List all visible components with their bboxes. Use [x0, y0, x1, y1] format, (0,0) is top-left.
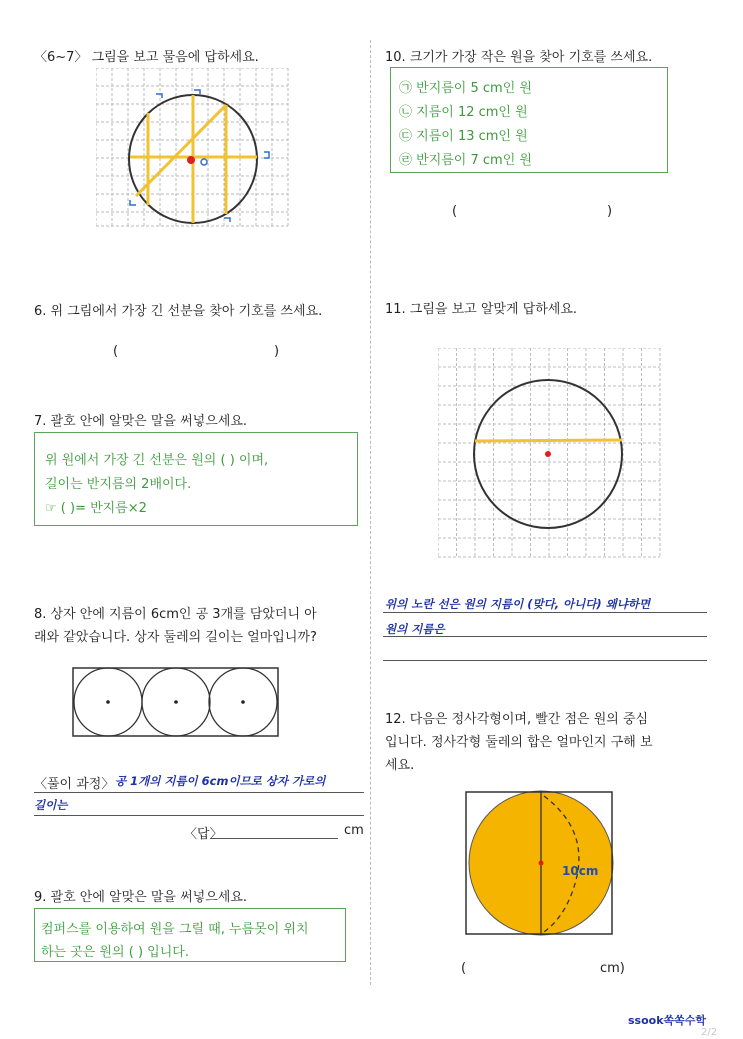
q8-answer-unit: cm: [344, 823, 364, 838]
q8-line2: 래와 같았습니다. 상자 둘레의 길이는 얼마입니까?: [34, 630, 317, 645]
q9-box-line1: 컴퍼스를 이용하여 원을 그릴 때, 누름못이 위치: [41, 922, 309, 937]
q8-handwriting-1: 공 1개의 지름이 6cm이므로 상자 가로의: [115, 774, 326, 788]
q12-line2: 입니다. 정사각형 둘레의 합은 얼마인지 구해 보: [385, 735, 653, 750]
q7-question: 7. 괄호 안에 알맞은 말을 써넣으세요.: [34, 414, 248, 429]
label-o: [201, 159, 207, 165]
q7-box-line2: 길이는 반지름의 2배이다.: [45, 477, 192, 492]
footer-brand: ssook쏙쏙수학: [628, 1014, 707, 1027]
q8-answer-line[interactable]: [210, 838, 338, 839]
q8-solution-label: 〈풀이 과정〉: [34, 777, 115, 792]
radius-label: 10cm: [562, 864, 599, 878]
q10-option-1: ㉠ 반지름이 5 cm인 원: [399, 81, 532, 96]
q7-box-line3: ☞ ( )= 반지름×2: [45, 501, 147, 516]
ball-3-center: [241, 700, 245, 704]
q9-box-line2: 하는 곳은 원의 ( ) 입니다.: [41, 945, 189, 960]
footer-page-number: 2/2: [701, 1027, 718, 1038]
q8-line1: 8. 상자 안에 지름이 6cm인 공 3개를 담았더니 아: [34, 607, 317, 622]
q10-answer-open: (: [452, 204, 458, 219]
q12-answer-blank[interactable]: [473, 957, 595, 979]
q7-box-line1: 위 원에서 가장 긴 선분은 원의 ( ) 이며,: [45, 453, 269, 468]
q10-answer-blank[interactable]: [465, 200, 603, 222]
q10-option-3: ㉢ 지름이 13 cm인 원: [399, 129, 528, 144]
q11-rule1: [383, 612, 707, 613]
q6-answer-blank[interactable]: [125, 340, 270, 362]
q10-option-4: ㉣ 반지름이 7 cm인 원: [399, 153, 532, 168]
q12-line3: 세요.: [385, 758, 415, 773]
q8-line-rule1: [34, 792, 364, 793]
q8-line-rule2: [34, 815, 364, 816]
q6-7-instruction: 〈6~7〉 그림을 보고 물음에 답하세요.: [34, 50, 259, 65]
q6-circle-figure: [96, 68, 296, 230]
q11-question: 11. 그림을 보고 알맞게 답하세요.: [385, 302, 578, 317]
ball-1-center: [106, 700, 110, 704]
q12-line1: 12. 다음은 정사각형이며, 빨간 점은 원의 중심: [385, 712, 649, 727]
center-dot: [539, 861, 544, 866]
q11-rule3: [383, 660, 707, 661]
column-divider: [370, 40, 371, 985]
q12-answer-open: (: [461, 961, 467, 976]
q12-square-figure: [464, 790, 616, 938]
q6-question: 6. 위 그림에서 가장 긴 선분을 찾아 기호를 쓰세요.: [34, 304, 323, 319]
q6-answer-close: ): [274, 344, 280, 359]
q11-handwriting-2: 원의 지름은: [385, 622, 445, 636]
q10-question: 10. 크기가 가장 작은 원을 찾아 기호를 쓰세요.: [385, 50, 653, 65]
q11-handwriting-1: 위의 노란 선은 원의 지름이 (맞다, 아니다) 왜냐하면: [385, 597, 651, 611]
q12-answer-close: cm): [600, 961, 625, 976]
q11-circle-figure: [438, 348, 662, 564]
center-dot: [545, 451, 551, 457]
q10-answer-close: ): [607, 204, 613, 219]
q9-question: 9. 괄호 안에 알맞은 말을 써넣으세요.: [34, 890, 248, 905]
q8-box-figure: [72, 667, 282, 739]
q8-handwriting-2: 길이는: [34, 798, 68, 812]
q8-answer-label: 〈답〉: [184, 827, 223, 842]
ball-2-center: [174, 700, 178, 704]
center-dot: [187, 156, 195, 164]
yellow-chord: [475, 440, 622, 441]
q10-option-2: ㉡ 지름이 12 cm인 원: [399, 105, 528, 120]
q6-answer-open: (: [113, 344, 119, 359]
q11-rule2: [383, 636, 707, 637]
